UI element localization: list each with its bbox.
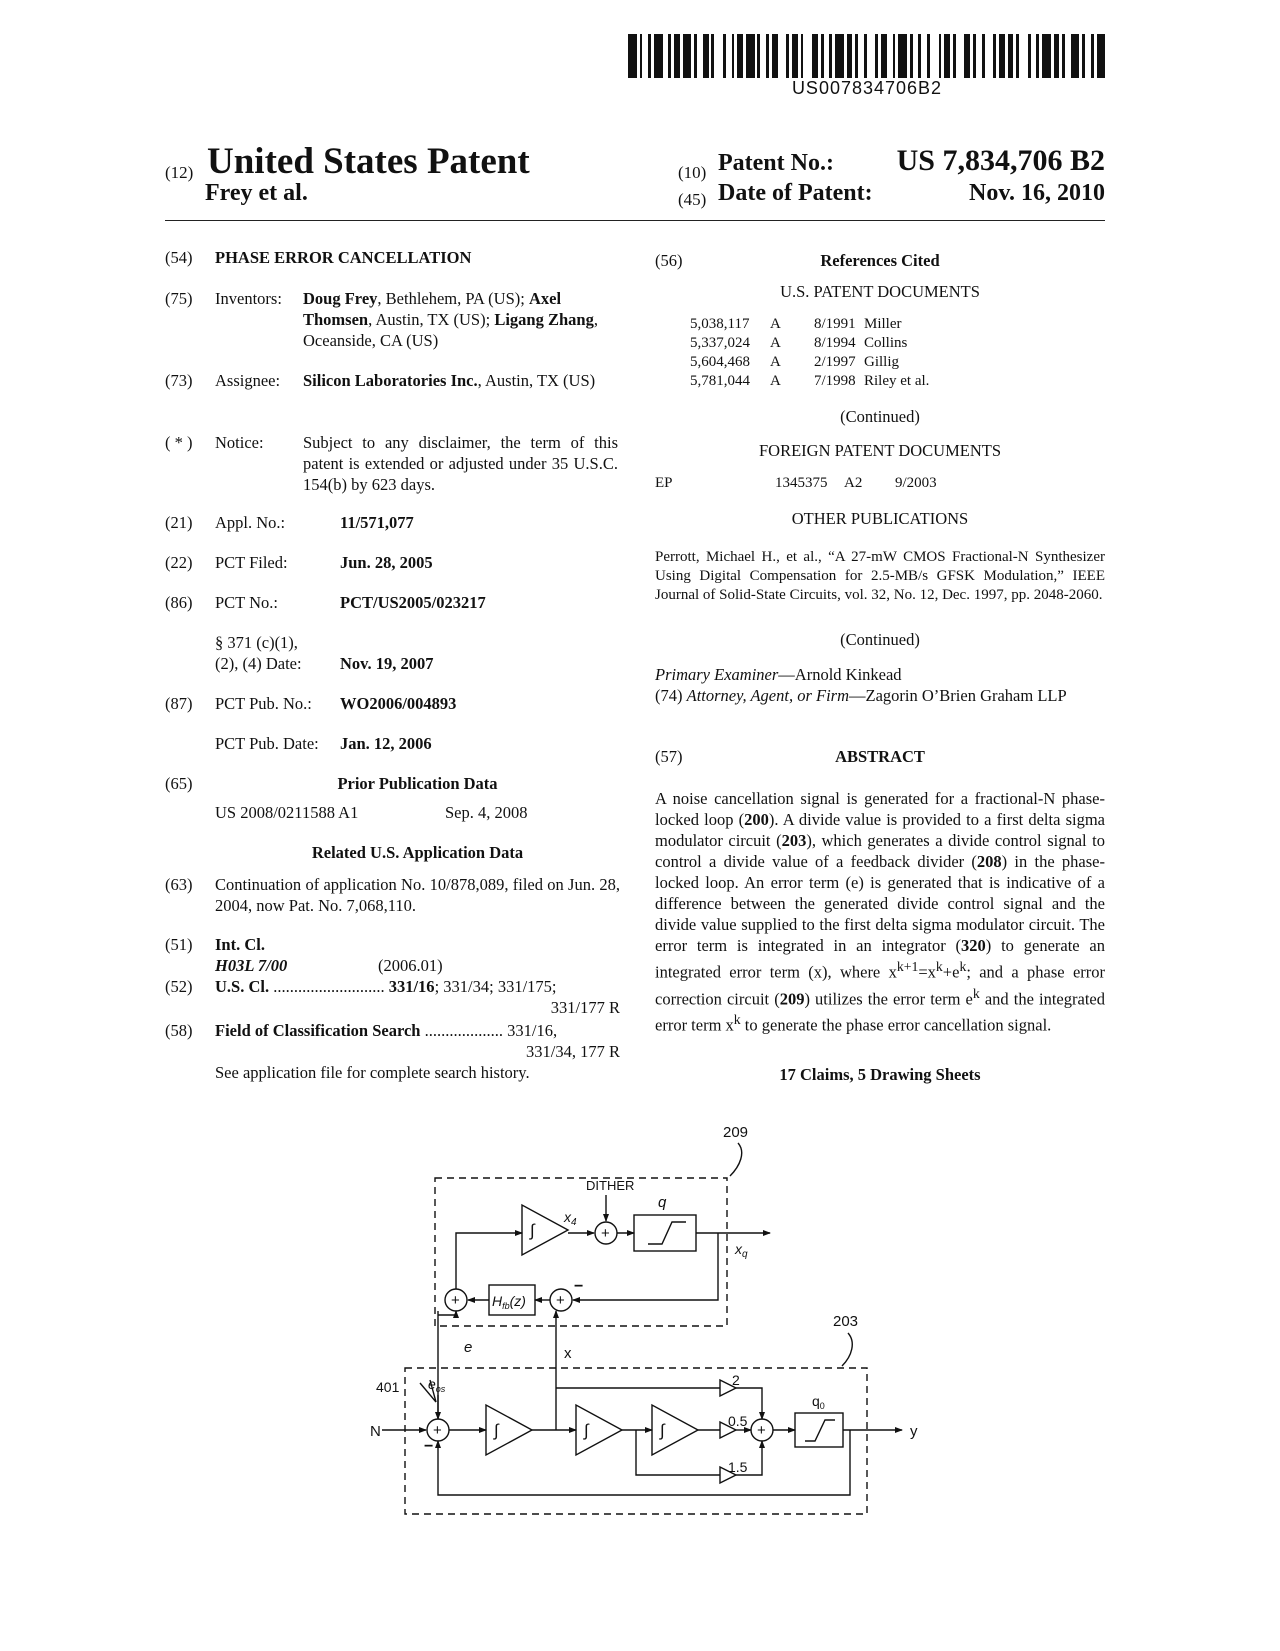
assignee-label: Assignee:: [215, 371, 281, 390]
s371-date: Nov. 19, 2007: [340, 654, 434, 673]
circuit-diagram: [0, 1100, 1280, 1540]
barcode-bar: [654, 34, 663, 78]
us-doc-row: 5,604,468 A 2/1997 Gillig: [690, 354, 900, 370]
barcode-bar: [803, 34, 812, 78]
barcode-bar: [1019, 34, 1028, 78]
us-doc-row: 5,337,024 A 8/1994 Collins: [690, 335, 908, 351]
integral-symbol: ∫: [660, 1421, 665, 1440]
notice-label: Notice:: [215, 433, 264, 452]
pct-pub-no: WO2006/004893: [340, 694, 457, 713]
attorney: (74) Attorney, Agent, or Firm—Zagorin O’Brien Graham LLP: [655, 686, 1067, 705]
foreign-country: EP: [655, 475, 673, 491]
dither-label: DITHER: [586, 1178, 635, 1193]
gain-0-5-label: 0.5: [728, 1413, 748, 1429]
s371-label-2: (2), (4) Date:: [215, 654, 302, 673]
barcode-bar: [683, 34, 692, 78]
code-73: (73): [165, 371, 193, 390]
ref-209: 209: [723, 1124, 749, 1141]
barcode-number: US007834706B2: [791, 78, 943, 98]
gain-1-5-label: 1.5: [728, 1459, 748, 1475]
primary-examiner: Primary Examiner—Arnold Kinkead: [655, 665, 902, 684]
q0-label: $q_0$: [812, 1393, 825, 1411]
other-pubs-heading: OTHER PUBLICATIONS: [791, 509, 969, 528]
barcode-bar: [778, 34, 787, 78]
foreign-no: 1345375: [775, 475, 828, 491]
barcode-bar: [1071, 34, 1080, 78]
assignee: Silicon Laboratories Inc., Austin, TX (US): [303, 371, 596, 390]
foreign-date: 9/2003: [895, 475, 937, 491]
integrator-1: [486, 1405, 532, 1455]
ref-203: 203: [833, 1313, 859, 1330]
us-doc-row: 5,038,117 A 8/1991 Miller: [690, 316, 902, 332]
integral-symbol: ∫: [494, 1421, 499, 1440]
input-n-label: N: [370, 1423, 381, 1440]
xq-label: $x_q$: [735, 1241, 748, 1260]
pct-filed: Jun. 28, 2005: [340, 553, 433, 572]
plus-sign: +: [451, 1292, 460, 1309]
notice-text: Subject to any disclaimer, the term of this patent is extended or adjusted under 35 U.S.C. 154(b) by 623 days.: [303, 433, 618, 494]
barcode-bar: [930, 34, 939, 78]
barcode-bar: [956, 34, 965, 78]
other-pub-text: Perrott, Michael H., et al., “A 27-mW CMOS Fractional-N Synthesizer Using Digital Compensation for 2.5-MB/s GFSK Modulation,” IEEE Journal of Solid-State Circuits, vol. 32, No. 12, Dec. 1997, pp. 2048-2060.: [655, 549, 1105, 603]
code-57: (57): [655, 747, 683, 766]
minus-sign: −: [574, 1278, 584, 1295]
continued-1: (Continued): [840, 407, 920, 426]
us-doc-row: 5,781,044 A 7/1998 Riley et al.: [690, 373, 930, 389]
integral-symbol: ∫: [584, 1421, 589, 1440]
code-87: (87): [165, 694, 193, 713]
barcode-bar: [835, 34, 844, 78]
pct-pub-date: Jan. 12, 2006: [340, 734, 432, 753]
eos-label: $e_{os}$: [428, 1376, 446, 1394]
claims-count: 17 Claims, 5 Drawing Sheets: [779, 1065, 981, 1084]
references-heading: References Cited: [820, 251, 940, 270]
x-label: x: [564, 1345, 572, 1362]
plus-sign: +: [556, 1292, 565, 1309]
header-divider: [165, 220, 1105, 221]
us-cl-line: U.S. Cl. ........................... 331/16; 331/34; 331/175;: [215, 977, 557, 996]
barcode: [628, 34, 1106, 78]
integral-symbol: ∫: [530, 1221, 535, 1240]
integrator-x4: [522, 1205, 568, 1255]
q-label: q: [658, 1194, 667, 1211]
hfb-label: $H_{fb}(z)$: [492, 1293, 526, 1311]
field-search-line: Field of Classification Search ................... 331/16,: [215, 1021, 558, 1040]
integrator-3: [652, 1405, 698, 1455]
minus-sign: −: [424, 1438, 434, 1455]
continued-2: (Continued): [840, 630, 920, 649]
code-58: (58): [165, 1021, 193, 1040]
barcode-bar: [1097, 34, 1106, 78]
e-label: e: [464, 1339, 473, 1356]
us-docs-table: [690, 315, 929, 391]
code-21: (21): [165, 513, 193, 532]
foreign-kind: A2: [844, 475, 863, 491]
pct-pub-no-label: PCT Pub. No.:: [215, 694, 312, 713]
abstract-heading: ABSTRACT: [835, 747, 925, 766]
patent-no-label: Patent No.:: [718, 150, 834, 176]
patent-title: PHASE ERROR CANCELLATION: [215, 248, 472, 267]
barcode-bar: [746, 34, 755, 78]
code-65: (65): [165, 774, 193, 793]
foreign-docs-heading: FOREIGN PATENT DOCUMENTS: [758, 441, 1002, 460]
code-63: (63): [165, 875, 193, 894]
code-51: (51): [165, 935, 193, 954]
field-search-note: See application file for complete search history.: [215, 1063, 530, 1082]
pct-no-label: PCT No.:: [215, 593, 278, 612]
code-45: (45): [678, 190, 707, 209]
integrator-2: [576, 1405, 622, 1455]
abstract-text: A noise cancellation signal is generated for a fractional-N phase-locked loop (200). A divide value is provided to a first delta sigma modulator circuit (203), which generates a divide control signal to control a divide value of a feedback divider (208) in the phase-locked loop. An error term (e) is generated that is indicative of a difference between the generated divide control signal and the divide value supplied to the first delta sigma modulator circuit. The error term is integrated in an integrator (320) to generate an integrated error term (x), where $x^{k+1}=x^k+e^k$; and a phase error correction circuit (209) utilizes the error term $e^k$ and the integrated error term $x^k$ to generate the phase error cancellation signal.: [655, 789, 1106, 1035]
quantizer-q0: [795, 1413, 843, 1447]
related-heading: Related U.S. Application Data: [311, 843, 524, 862]
ref-401: 401: [376, 1379, 400, 1395]
appl-no-label: Appl. No.:: [215, 513, 286, 532]
document-type: United States Patent: [207, 141, 530, 182]
output-y-label: y: [910, 1423, 918, 1440]
inventors-short: Frey et al.: [205, 180, 308, 206]
plus-sign: +: [433, 1422, 442, 1439]
patent-number: US 7,834,706 B2: [896, 144, 1105, 177]
barcode-bar: [867, 34, 876, 78]
field-search-line-2: 331/34, 177 R: [526, 1042, 620, 1061]
code-10: (10): [678, 163, 707, 182]
pct-filed-label: PCT Filed:: [215, 553, 288, 572]
barcode-bar: [628, 34, 637, 78]
box-209: [435, 1178, 727, 1326]
date-of-patent-label: Date of Patent:: [718, 180, 873, 206]
barcode-bar: [898, 34, 907, 78]
barcode-bar: [714, 34, 723, 78]
plus-sign: +: [757, 1422, 766, 1439]
int-cl-version: (2006.01): [378, 956, 443, 975]
barcode-bar: [985, 34, 994, 78]
us-cl-line-2: 331/177 R: [550, 998, 620, 1017]
appl-no: 11/571,077: [340, 513, 414, 532]
us-patent-docs-heading: U.S. PATENT DOCUMENTS: [780, 282, 980, 301]
prior-pub-number: US 2008/0211588 A1: [215, 803, 359, 822]
int-cl-label: Int. Cl.: [215, 935, 265, 954]
int-cl-class: H03L 7/00: [215, 956, 288, 975]
s371-label-1: § 371 (c)(1),: [215, 633, 298, 652]
inventors-list: Doug Frey, Bethlehem, PA (US); Axel Thomsen, Austin, TX (US); Ligang Zhang, Oceanside, CA (US): [303, 289, 598, 350]
prior-pub-heading: Prior Publication Data: [337, 774, 498, 793]
code-75: (75): [165, 289, 193, 308]
prior-pub-date: Sep. 4, 2008: [445, 803, 528, 822]
continuation-text: Continuation of application No. 10/878,089, filed on Jun. 28, 2004, now Pat. No. 7,068,110.: [215, 875, 620, 915]
pct-pub-date-label: PCT Pub. Date:: [215, 734, 319, 753]
code-12: (12): [165, 163, 194, 182]
code-52: (52): [165, 977, 193, 996]
code-56: (56): [655, 251, 683, 270]
plus-sign: +: [601, 1225, 610, 1242]
date-of-patent: Nov. 16, 2010: [968, 180, 1105, 206]
quantizer-q: [634, 1215, 696, 1251]
barcode-bar: [1042, 34, 1051, 78]
code-54: (54): [165, 248, 193, 267]
code-86: (86): [165, 593, 193, 612]
gain-2-label: 2: [732, 1372, 740, 1388]
pct-no: PCT/US2005/023217: [340, 593, 486, 612]
inventors-label: Inventors:: [215, 289, 282, 308]
code-notice: ( * ): [165, 433, 193, 452]
code-22: (22): [165, 553, 193, 572]
x4-label: $x_4$: [564, 1209, 577, 1228]
